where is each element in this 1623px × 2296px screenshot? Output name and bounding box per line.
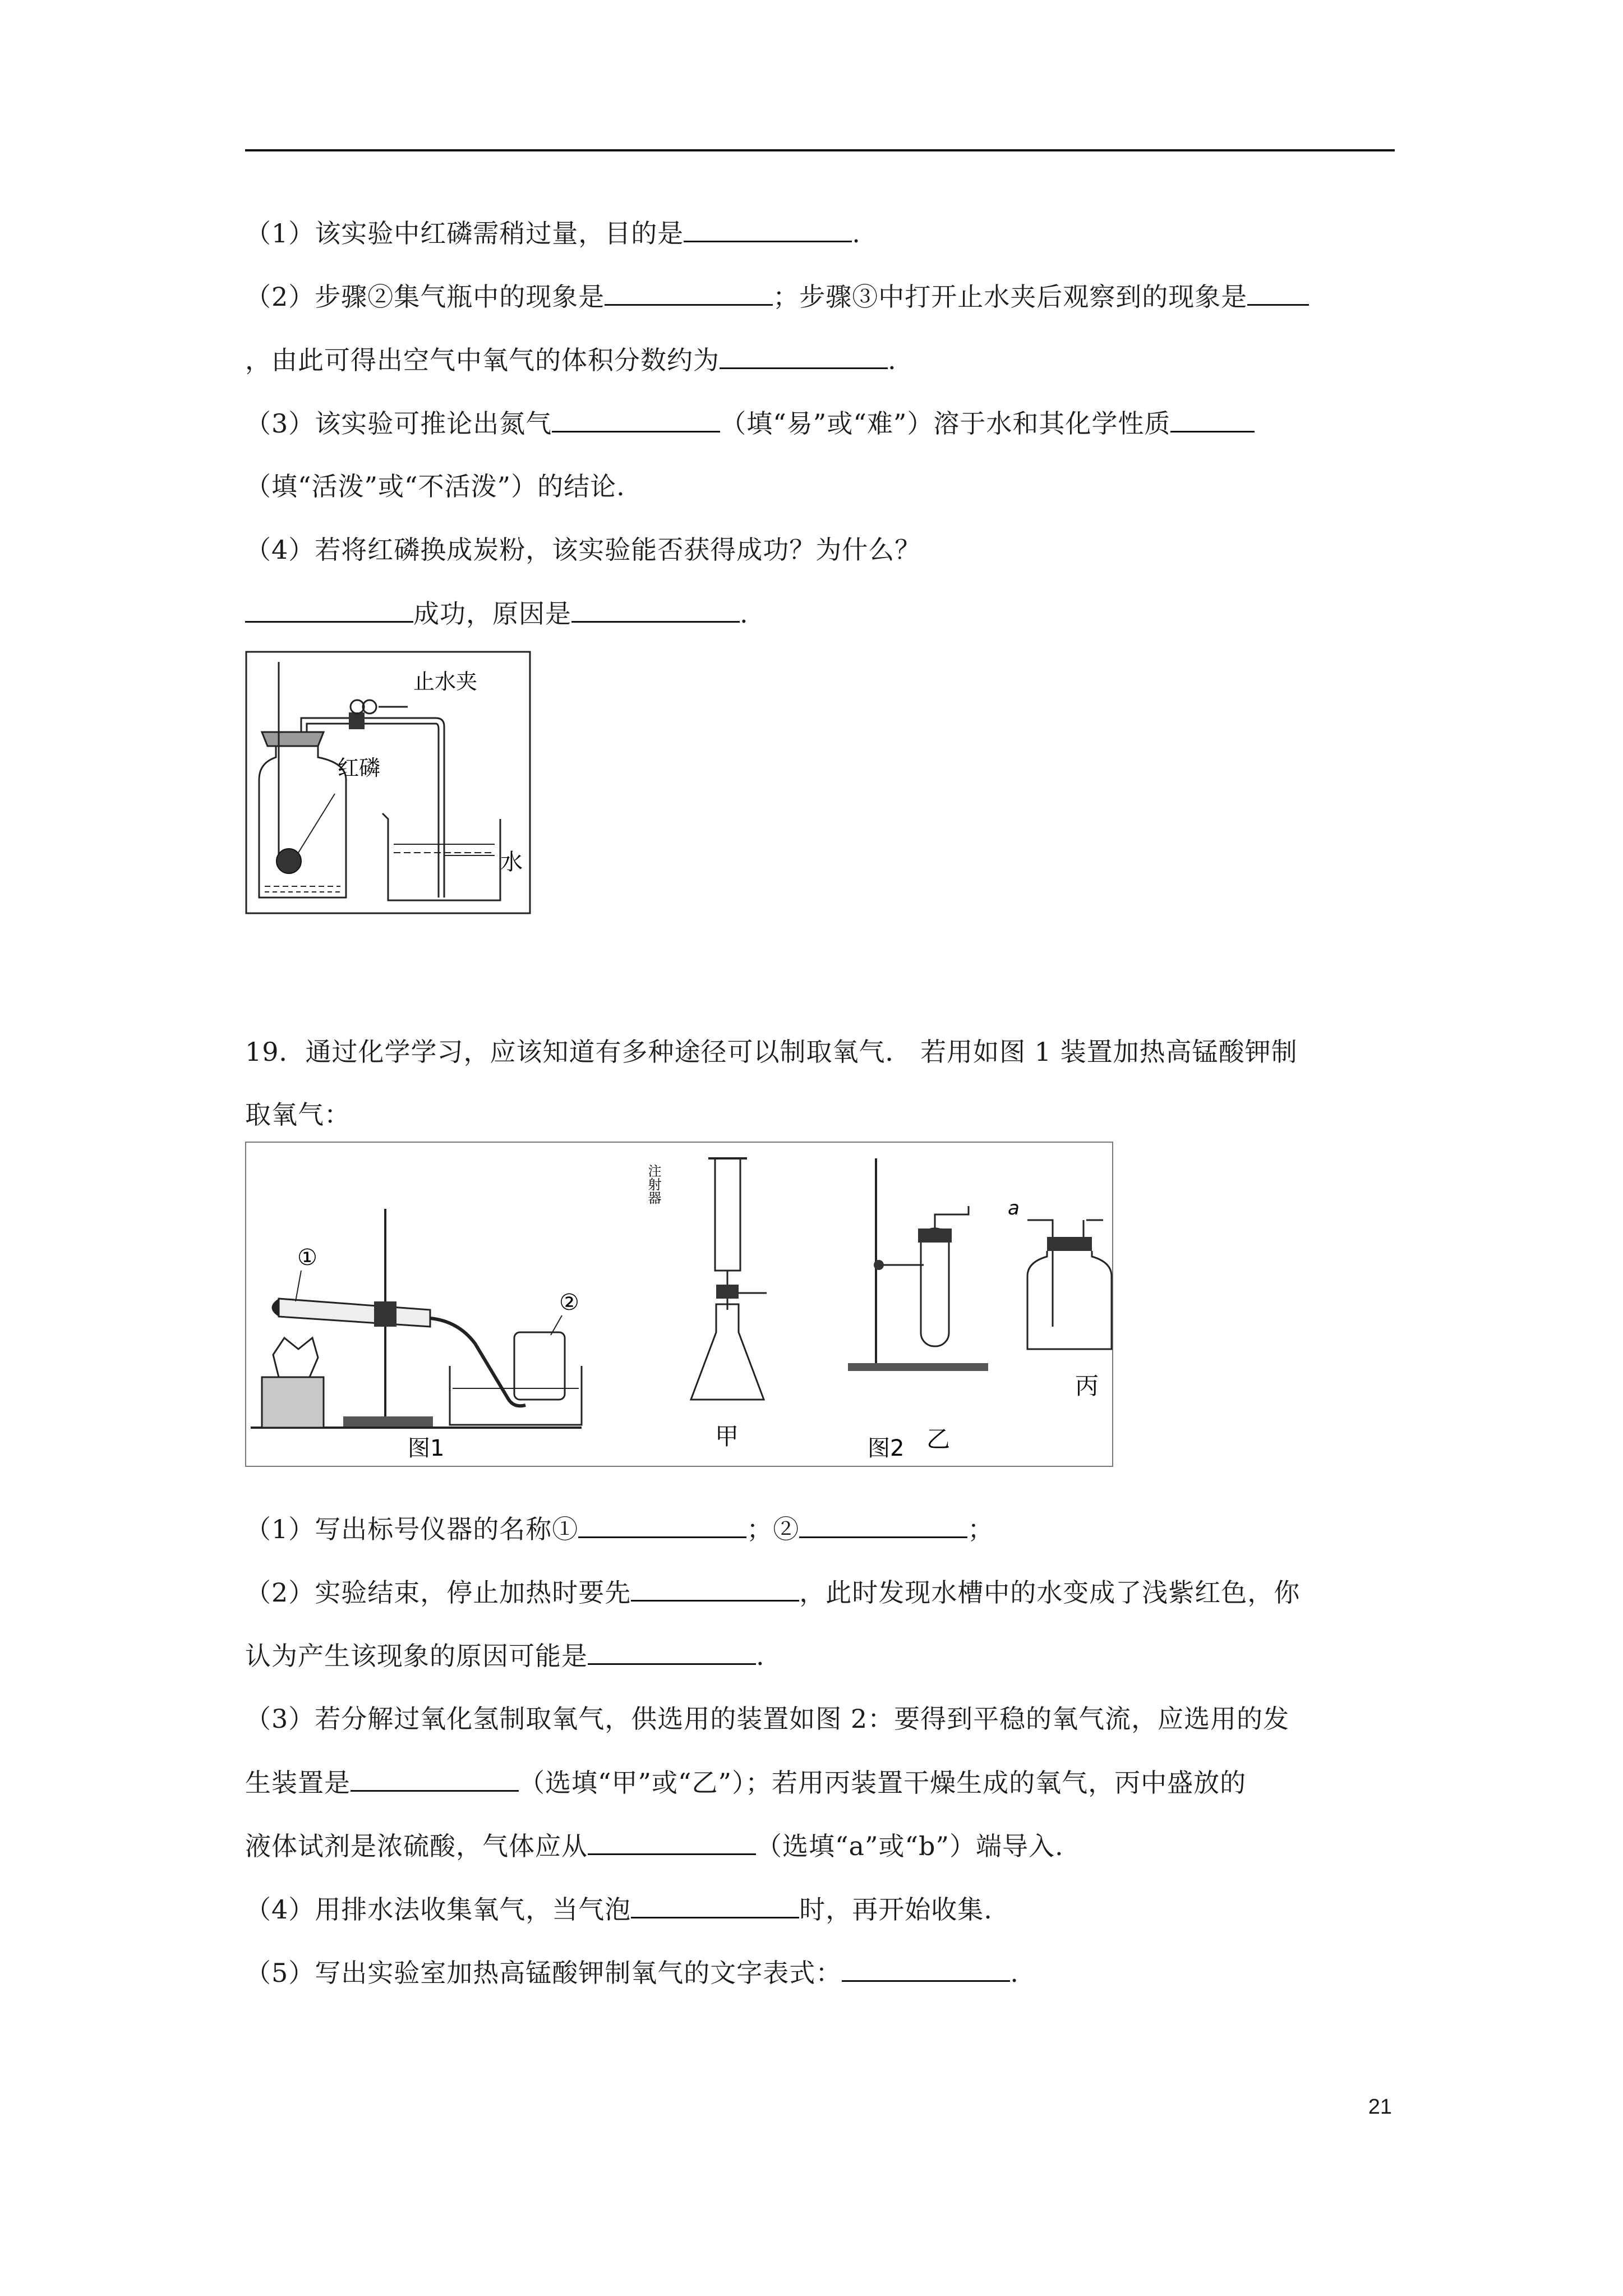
q19-line-8: [245, 1955, 1019, 1990]
header-rule: [245, 149, 1395, 151]
q18-part1-end: .: [852, 218, 861, 249]
q18-line-2: [245, 279, 1309, 314]
q19-part3-text-b: （选填“甲”或“乙”）；若用丙装置干燥生成的氧气，丙中盛放的: [519, 1768, 1247, 1798]
q18-part4-text: （4）若将红磷换成炭粉，该实验能否获得成功？为什么？: [245, 535, 921, 565]
instrument-1-label: ①: [297, 1245, 317, 1271]
port-a-label: a: [1008, 1197, 1020, 1220]
answer-blank[interactable]: [1170, 406, 1255, 432]
q18-part2-text: （2）步骤②集气瓶中的现象是: [245, 282, 605, 312]
q19-part2-text-b: ，此时发现水槽中的水变成了浅紫红色，你: [799, 1577, 1301, 1608]
q18-line-5: [245, 470, 625, 503]
q18-part3-text-b: （填“易”或“难”）溶于水和其化学性质: [720, 408, 1171, 439]
q19-part1-text-b: ；②: [746, 1514, 800, 1544]
q19-line-5: [245, 1765, 1246, 1800]
q18-part1-text: （1）该实验中红磷需稍过量，目的是: [245, 218, 684, 249]
instrument-2-label: ②: [559, 1290, 579, 1315]
answer-blank[interactable]: [588, 1829, 756, 1855]
answer-blank[interactable]: [1247, 279, 1309, 306]
q19-part3-text: （3）若分解过氧化氢制取氧气，供选用的装置如图 2：要得到平稳的氧气流，应选用的发: [245, 1704, 1290, 1734]
q18-part3-text: （3）该实验可推论出氮气: [245, 408, 552, 439]
red-phosphorus-label: 红磷: [338, 756, 381, 780]
figure-1-label: 图1: [408, 1435, 445, 1461]
water-label: 水: [500, 849, 523, 875]
q18-line-1: [245, 216, 861, 250]
answer-blank[interactable]: [799, 1512, 967, 1538]
answer-blank[interactable]: [605, 279, 773, 306]
syringe-label: 注射器: [645, 1164, 661, 1204]
q19-part3-cont-b: 液体试剂是浓硫酸，气体应从: [245, 1831, 588, 1861]
q18-line-7: [245, 596, 749, 631]
clamp-label: 止水夹: [413, 669, 478, 694]
q18-line-3: [245, 343, 897, 377]
apparatus-jia-label: 甲: [715, 1423, 739, 1450]
answer-blank[interactable]: [842, 1955, 1010, 1982]
q19-line-3: [245, 1639, 765, 1673]
q19-part2-cont: 认为产生该现象的原因可能是: [245, 1641, 588, 1671]
answer-blank[interactable]: [631, 1892, 799, 1918]
phosphorus-apparatus-figure: [245, 651, 531, 914]
answer-blank[interactable]: [571, 596, 740, 623]
q18-line-6: [245, 533, 921, 567]
apparatus-bing-label: 丙: [1075, 1372, 1099, 1400]
q19-part3-cont: 生装置是: [245, 1768, 351, 1798]
q19-line-7: [245, 1892, 993, 1926]
q19-line-2: [245, 1575, 1300, 1609]
q18-part4-end: .: [740, 599, 749, 629]
q19-part4-end: 时，再开始收集.: [799, 1894, 993, 1925]
answer-blank[interactable]: [245, 596, 413, 623]
q18-part2-text-b: ；步骤③中打开止水夹后观察到的现象是: [773, 282, 1248, 312]
q19-part4-text: （4）用排水法收集氧气，当气泡: [245, 1894, 631, 1925]
q19-part3-end: （选填“a”或“b”）端导入.: [756, 1831, 1064, 1861]
page-number: 21: [1368, 2095, 1392, 2119]
answer-blank[interactable]: [631, 1575, 799, 1602]
answer-blank[interactable]: [684, 216, 852, 242]
answer-blank[interactable]: [720, 343, 888, 369]
q19-part2-end: .: [756, 1641, 765, 1671]
answer-blank[interactable]: [588, 1639, 756, 1665]
answer-blank[interactable]: [578, 1512, 746, 1538]
q19-part1-end: ；: [967, 1514, 994, 1544]
q18-line-4: [245, 406, 1255, 440]
q18-part4-text-b: 成功，原因是: [413, 599, 571, 629]
q18-part2-end: .: [888, 345, 897, 375]
q19-line-6: [245, 1829, 1064, 1863]
q19-intro-line-2: [245, 1098, 351, 1131]
answer-blank[interactable]: [552, 406, 720, 432]
q19-part2-text: （2）实验结束，停止加热时要先: [245, 1577, 631, 1608]
oxygen-apparatus-figure: [245, 1142, 1113, 1467]
q19-part1-text: （1）写出标号仪器的名称①: [245, 1514, 579, 1544]
q19-line-4: [245, 1702, 1289, 1736]
q19-intro-text: 19．通过化学学习，应该知道有多种途径可以制取氧气． 若用如图 1 装置加热高锰酸钾制: [245, 1037, 1298, 1067]
answer-blank[interactable]: [351, 1765, 519, 1792]
q19-intro-line-1: [245, 1035, 1298, 1069]
q18-part2-cont: ，由此可得出空气中氧气的体积分数约为: [245, 345, 720, 375]
q19-part5-end: .: [1010, 1958, 1019, 1988]
apparatus-yi-label: 乙: [926, 1425, 951, 1453]
q19-part5-text: （5）写出实验室加热高锰酸钾制氧气的文字表式：: [245, 1958, 842, 1988]
figure-2-label: 图2: [868, 1435, 905, 1461]
q19-intro-text-b: 取氧气：: [245, 1099, 351, 1130]
q19-line-1: [245, 1512, 994, 1546]
q18-part3-cont: （填“活泼”或“不活泼”）的结论.: [245, 471, 625, 501]
